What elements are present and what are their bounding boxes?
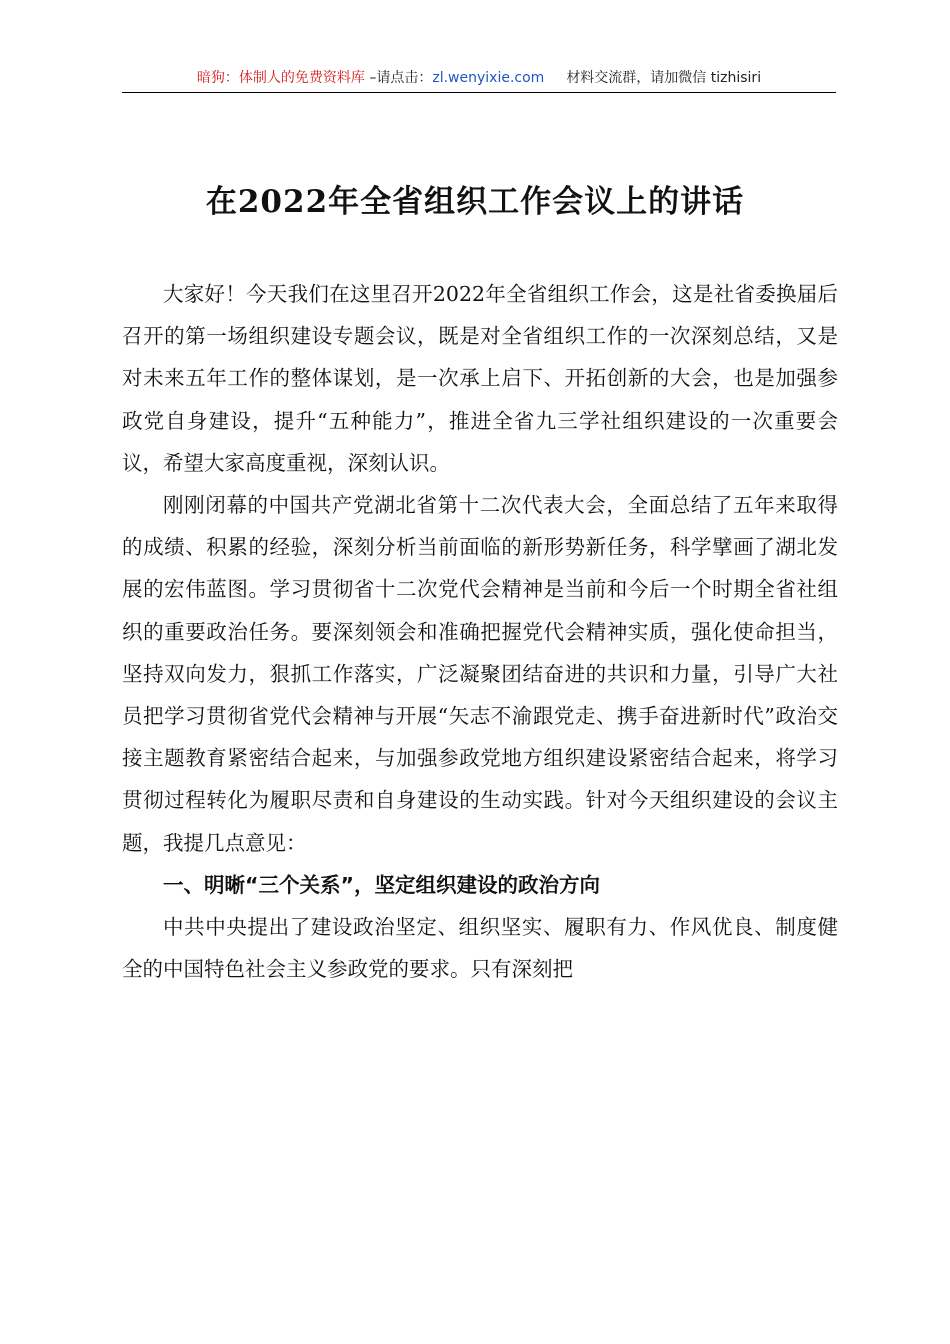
page-header <box>122 68 836 93</box>
header-url-link[interactable]: zl.wenyixie.com <box>432 70 545 86</box>
document-title: 在2022年全省组织工作会议上的讲话 <box>205 184 745 220</box>
header-brand: 暗狗：体制人的免费资料库 <box>196 70 365 86</box>
header-group-text: 材料交流群，请加微信 tizhisiri <box>566 70 762 86</box>
body-paragraph-1: 大家好！今天我们在这里召开2022年全省组织工作会，这是社省委换届后召开的第一场组织建设专题会议，既是对全省组织工作的一次深刻总结，又是对未来五年工作的整体谋划，是一次承上启下、开拓创新的大会，也是加强参政党自身建设，提升“五种能力”，推进全省九三学社组织建设的一次重要会议，希望大家高度重视，深刻认识。 <box>122 282 838 475</box>
section-paragraph: 中共中央提出了建设政治坚定、组织坚实、履职有力、作风优良、制度健全的中国特色社会主义参政党的要求。只有深刻把 <box>122 915 838 982</box>
document-body <box>122 273 838 990</box>
section-heading: 一、明晰“三个关系”，坚定组织建设的政治方向 <box>163 872 600 897</box>
header-click-prefix: –请点击： <box>364 70 433 86</box>
body-paragraph-2: 刚刚闭幕的中国共产党湖北省第十二次代表大会，全面总结了五年来取得的成绩、积累的经验，深刻分析当前面临的新形势新任务，科学擘画了湖北发展的宏伟蓝图。学习贯彻省十二次党代会精神是当前和今后一个时期全省社组织的重要政治任务。要深刻领会和准确把握党代会精神实质，强化使命担当，坚持双向发力，狠抓工作落实，广泛凝聚团结奋进的共识和力量，引导广大社员把学习贯彻省党代会精神与开展“矢志不渝跟党走、携手奋进新时代”政治交接主题教育紧密结合起来，与加强参政党地方组织建设紧密结合起来，将学习贯彻过程转化为履职尽责和自身建设的生动实践。针对今天组织建设的会议主题，我提几点意见： <box>122 493 838 855</box>
